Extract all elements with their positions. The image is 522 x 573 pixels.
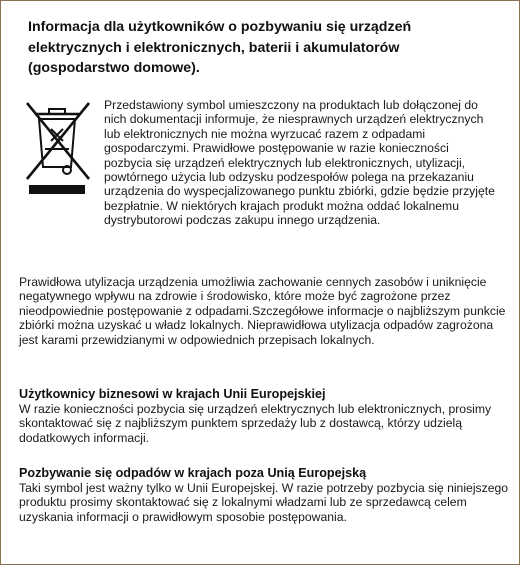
business-heading: Użytkownicy biznesowi w krajach Unii Europejskiej bbox=[19, 387, 326, 401]
outside-eu-text: Taki symbol jest ważny tylko w Unii Europejskej. W razie potrzeby pozbycia się niniejszego produktu prosimy skontaktować się z lokalnymi władzami lub ze sprzedawcą celem uzyskania informacji o prawidłowym sposobie postępowania. bbox=[19, 481, 509, 524]
crossed-out-wheelie-bin-icon bbox=[19, 97, 99, 207]
outside-eu-section bbox=[19, 466, 509, 524]
business-users-section bbox=[19, 387, 509, 445]
business-text: W razie konieczności pozbycia się urządzeń elektrycznych lub elektronicznych, prosimy skontaktować się z najbliższym punktem sprzedaży lub z dostawcą, którzy udzielą dodatkowych informacji. bbox=[19, 402, 492, 445]
recycling-paragraph: Prawidłowa utylizacja urządzenia umożliwia zachowanie cennych zasobów i uniknięcie negatywnego wpływu na zdrowie i środowisko, które może być zagrożone przez nieodpowiednie postępowanie z odpadami.Szczegółowe informacje o najbliższym punkcie zbiórki można uzyskać u władz lokalnych. Nieprawidłowa utylizacja odpadów zagrożona jest karami przewidzianymi w odpowiednich przepisach lokalnych. bbox=[19, 275, 506, 347]
outside-eu-heading: Pozbywanie się odpadów w krajach poza Unią Europejską bbox=[19, 466, 367, 480]
notice-title: Informacja dla użytkowników o pozbywaniu się urządzeń elektrycznych i elektronicznych, baterii i akumulatorów (gospodarstwo domowe). bbox=[28, 19, 412, 76]
intro-paragraph: Przedstawiony symbol umieszczony na produktach lub dołączonej do nich dokumentacji informuje, że niesprawnych urządzeń elektrycznych lub elektronicznych nie można wyrzucać razem z odpadami gospodarczymi. Prawidłowe postępowanie w razie konieczności pozbycia się urządzeń elektrycznych lub elektronicznych, utylizacji, powtórnego użycia lub odzysku podzespołów polega na przekazaniu urządzenia do wyspecjalizowanego punktu zbiórki, gdzie będzie przyjęte bezpłatnie. W niektórych krajach produkt można oddać lokalnemu dystrybutorowi podczas zakupu innego urządzenia. bbox=[104, 98, 495, 228]
